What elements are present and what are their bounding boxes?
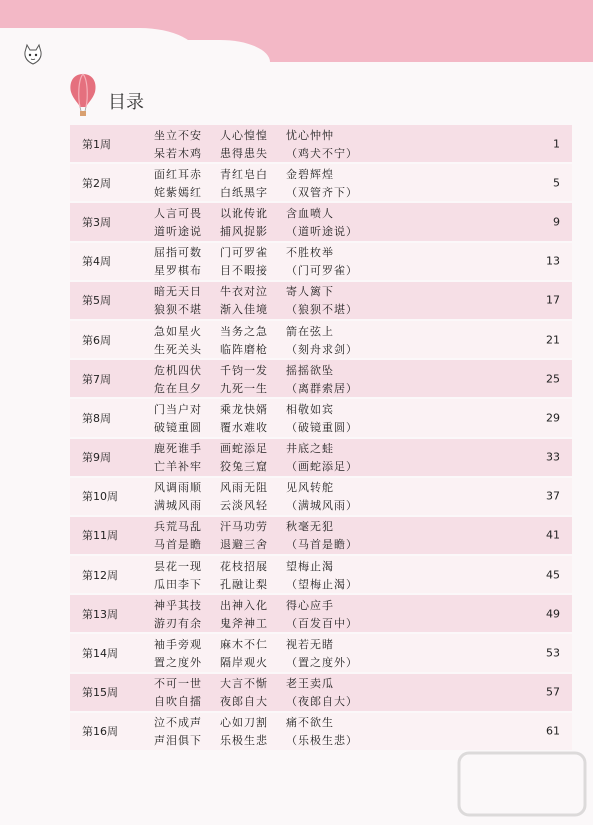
- idiom: （道听途说）: [286, 224, 358, 238]
- idiom: 忧心忡忡: [286, 128, 334, 142]
- week-label: 第14周: [82, 647, 118, 661]
- page-number: 5: [553, 176, 560, 190]
- idiom: 呆若木鸡: [154, 146, 202, 160]
- page-number: 45: [546, 568, 560, 582]
- idiom: 望梅止渴: [286, 559, 334, 573]
- idiom: 道听途说: [154, 224, 202, 238]
- toc-row[interactable]: [70, 399, 572, 436]
- idiom: 出神入化: [220, 598, 268, 612]
- idiom: 得心应手: [286, 598, 334, 612]
- page-number: 17: [546, 293, 560, 307]
- toc-row[interactable]: [70, 321, 572, 358]
- idiom: 箭在弦上: [286, 324, 334, 338]
- week-label: 第9周: [82, 451, 111, 465]
- idiom: 危在旦夕: [154, 381, 202, 395]
- idiom: 牛衣对泣: [220, 285, 268, 299]
- idiom: 星罗棋布: [154, 264, 202, 278]
- toc-row[interactable]: [70, 556, 572, 593]
- week-label: 第10周: [82, 490, 118, 504]
- page-title: 目录: [108, 92, 144, 113]
- idiom: 风雨无阻: [220, 481, 268, 495]
- idiom: （望梅止渴）: [286, 577, 358, 591]
- idiom: （画蛇添足）: [286, 460, 358, 474]
- week-label: 第2周: [82, 176, 111, 190]
- idiom-grid: [154, 558, 358, 592]
- idiom: 井底之蛙: [286, 442, 334, 456]
- idiom: 捕风捉影: [220, 224, 268, 238]
- page-number: 1: [553, 137, 560, 151]
- idiom: 瓜田李下: [154, 577, 202, 591]
- idiom: 临阵磨枪: [220, 342, 268, 356]
- idiom: 云淡风轻: [220, 499, 268, 513]
- idiom: （刻舟求剑）: [286, 342, 358, 356]
- toc-row[interactable]: [70, 282, 572, 319]
- toc-row[interactable]: [70, 203, 572, 240]
- toc-row[interactable]: [70, 517, 572, 554]
- idiom: 含血喷人: [286, 206, 334, 220]
- idiom: 覆水难收: [220, 420, 268, 434]
- watermark-logo: [455, 745, 590, 825]
- idiom: 见风转舵: [286, 481, 334, 495]
- toc-row[interactable]: [70, 439, 572, 476]
- idiom: 花枝招展: [220, 559, 268, 573]
- idiom: 老王卖瓜: [286, 677, 334, 691]
- idiom-grid: [154, 323, 358, 357]
- idiom: 麻木不仁: [220, 638, 268, 652]
- idiom: 自吹自擂: [154, 695, 202, 709]
- toc-row[interactable]: [70, 125, 572, 162]
- idiom: 金碧辉煌: [286, 167, 334, 181]
- idiom: （鸡犬不宁）: [286, 146, 358, 160]
- idiom: 置之度外: [154, 656, 202, 670]
- toc-row[interactable]: [70, 634, 572, 671]
- page-number: 25: [546, 372, 560, 386]
- idiom: 视若无睹: [286, 638, 334, 652]
- toc-row[interactable]: [70, 674, 572, 711]
- idiom: 相敬如宾: [286, 402, 334, 416]
- idiom: 姹紫嫣红: [154, 185, 202, 199]
- idiom: 不可一世: [154, 677, 202, 691]
- page-number: 41: [546, 528, 560, 542]
- idiom: 隔岸观火: [220, 656, 268, 670]
- idiom-grid: [154, 283, 358, 317]
- idiom: （狼狈不堪）: [286, 303, 358, 317]
- idiom: （破镜重圆）: [286, 420, 358, 434]
- idiom-grid: [154, 597, 358, 631]
- idiom: 汗马功劳: [220, 520, 268, 534]
- idiom: 画蛇添足: [220, 442, 268, 456]
- idiom: 泣不成声: [154, 716, 202, 730]
- page-number: 13: [546, 254, 560, 268]
- idiom: 昙花一现: [154, 559, 202, 573]
- idiom: 目不暇接: [220, 264, 268, 278]
- idiom: 乐极生悲: [220, 734, 268, 748]
- idiom: （双管齐下）: [286, 185, 358, 199]
- idiom: 人心惶惶: [220, 128, 268, 142]
- toc-row[interactable]: [70, 360, 572, 397]
- idiom: 以讹传讹: [220, 206, 268, 220]
- idiom-grid: [154, 401, 358, 435]
- idiom: 渐入佳境: [220, 303, 268, 317]
- toc-row[interactable]: [70, 595, 572, 632]
- page-number: 29: [546, 411, 560, 425]
- idiom: 青红皂白: [220, 167, 268, 181]
- idiom-grid: [154, 675, 358, 709]
- page-number: 33: [546, 450, 560, 464]
- idiom: （夜郎自大）: [286, 695, 358, 709]
- page-number: 53: [546, 646, 560, 660]
- idiom: 破镜重圆: [154, 420, 202, 434]
- idiom: （马首是瞻）: [286, 538, 358, 552]
- idiom-grid: [154, 127, 358, 161]
- idiom: 兵荒马乱: [154, 520, 202, 534]
- idiom: 乘龙快婿: [220, 402, 268, 416]
- idiom: 千钧一发: [220, 363, 268, 377]
- idiom: 面红耳赤: [154, 167, 202, 181]
- page-number: 61: [546, 724, 560, 738]
- page-number: 21: [546, 333, 560, 347]
- idiom: 马首是瞻: [154, 538, 202, 552]
- idiom: （满城风雨）: [286, 499, 358, 513]
- page-number: 9: [553, 215, 560, 229]
- week-label: 第13周: [82, 607, 118, 621]
- idiom: 满城风雨: [154, 499, 202, 513]
- idiom: 退避三舍: [220, 538, 268, 552]
- week-label: 第12周: [82, 568, 118, 582]
- idiom: 门当户对: [154, 402, 202, 416]
- cloud-decoration: [140, 40, 270, 66]
- idiom-grid: [154, 479, 358, 513]
- idiom: 大言不惭: [220, 677, 268, 691]
- idiom: （置之度外）: [286, 656, 358, 670]
- idiom: 狡兔三窟: [220, 460, 268, 474]
- toc-row[interactable]: [70, 478, 572, 515]
- week-label: 第1周: [82, 137, 111, 151]
- idiom: （离群索居）: [286, 381, 358, 395]
- idiom: 亡羊补牢: [154, 460, 202, 474]
- idiom: 人言可畏: [154, 206, 202, 220]
- page-number: 57: [546, 685, 560, 699]
- idiom-grid: [154, 166, 358, 200]
- idiom-grid: [154, 518, 358, 552]
- idiom: 寄人篱下: [286, 285, 334, 299]
- toc-row[interactable]: [70, 243, 572, 280]
- idiom: 游刃有余: [154, 616, 202, 630]
- hot-air-balloon-icon: [68, 72, 98, 118]
- idiom-grid: [154, 440, 358, 474]
- cat-icon: [20, 42, 46, 68]
- idiom: 暗无天日: [154, 285, 202, 299]
- week-label: 第3周: [82, 215, 111, 229]
- idiom: 夜郎自大: [220, 695, 268, 709]
- idiom: 神乎其技: [154, 598, 202, 612]
- idiom: 当务之急: [220, 324, 268, 338]
- table-of-contents: [70, 125, 572, 752]
- idiom-grid: [154, 244, 358, 278]
- week-label: 第15周: [82, 686, 118, 700]
- page-number: 37: [546, 489, 560, 503]
- idiom: 屈指可数: [154, 246, 202, 260]
- week-label: 第6周: [82, 333, 111, 347]
- idiom-grid: [154, 362, 358, 396]
- idiom: 狼狈不堪: [154, 303, 202, 317]
- idiom: 声泪俱下: [154, 734, 202, 748]
- idiom: 鬼斧神工: [220, 616, 268, 630]
- idiom: 鹿死谁手: [154, 442, 202, 456]
- idiom-grid: [154, 714, 358, 748]
- idiom: 生死关头: [154, 342, 202, 356]
- idiom: 白纸黑字: [220, 185, 268, 199]
- idiom-grid: [154, 205, 358, 239]
- week-label: 第11周: [82, 529, 118, 543]
- toc-row[interactable]: [70, 164, 572, 201]
- idiom: 坐立不安: [154, 128, 202, 142]
- idiom: 风调雨顺: [154, 481, 202, 495]
- idiom: 门可罗雀: [220, 246, 268, 260]
- idiom: 痛不欲生: [286, 716, 334, 730]
- idiom: （门可罗雀）: [286, 264, 358, 278]
- idiom: 不胜枚举: [286, 246, 334, 260]
- idiom: 患得患失: [220, 146, 268, 160]
- week-label: 第5周: [82, 294, 111, 308]
- week-label: 第8周: [82, 411, 111, 425]
- idiom: 危机四伏: [154, 363, 202, 377]
- idiom: 心如刀割: [220, 716, 268, 730]
- idiom: 摇摇欲坠: [286, 363, 334, 377]
- week-label: 第4周: [82, 255, 111, 269]
- page-number: 49: [546, 607, 560, 621]
- week-label: 第7周: [82, 372, 111, 386]
- idiom: 秋毫无犯: [286, 520, 334, 534]
- idiom: 急如星火: [154, 324, 202, 338]
- idiom: 袖手旁观: [154, 638, 202, 652]
- week-label: 第16周: [82, 725, 118, 739]
- idiom: （乐极生悲）: [286, 734, 358, 748]
- idiom: 孔融让梨: [220, 577, 268, 591]
- idiom-grid: [154, 636, 358, 670]
- idiom: （百发百中）: [286, 616, 358, 630]
- idiom: 九死一生: [220, 381, 268, 395]
